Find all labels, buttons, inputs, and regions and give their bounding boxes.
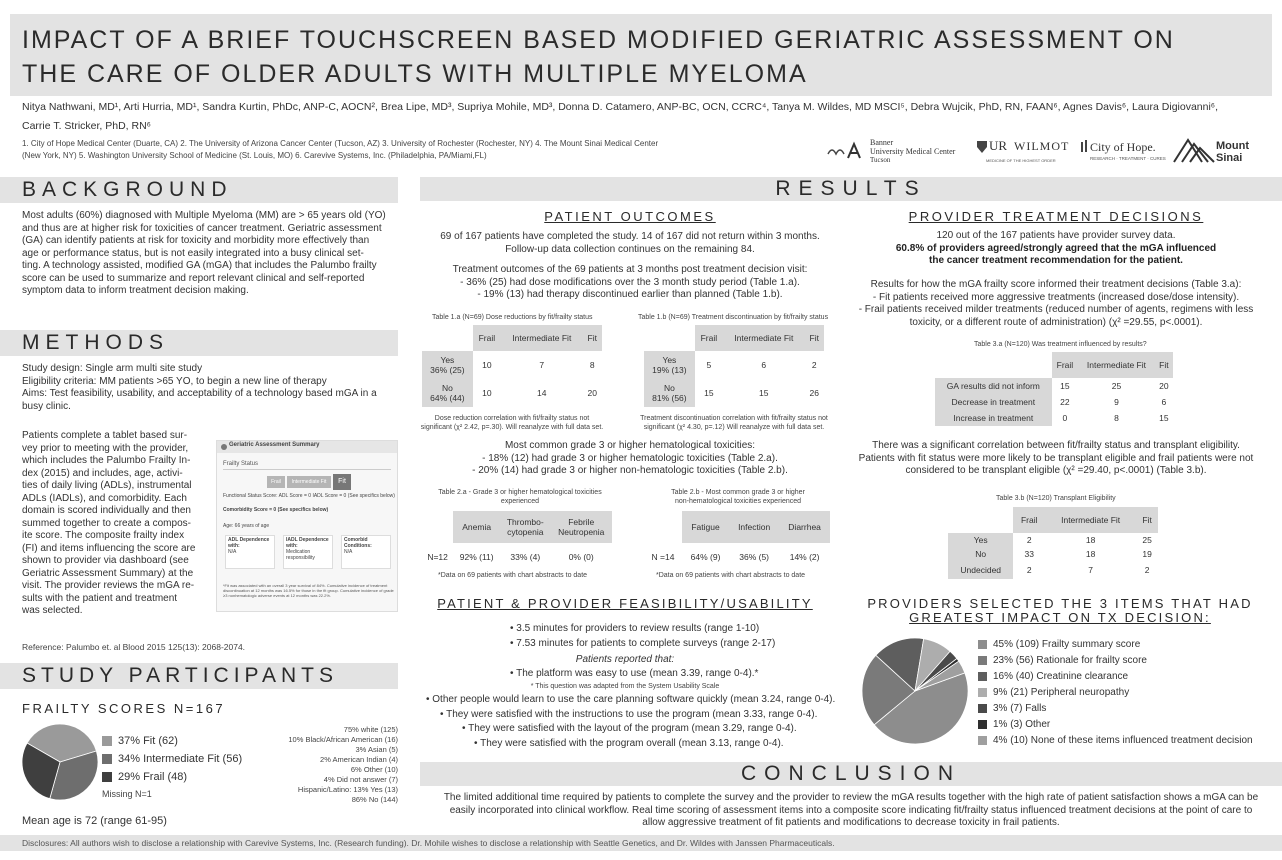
table-col-header: Frail [473, 325, 501, 351]
table-cell: 20 [587, 388, 598, 398]
table-cell: 18 [1085, 549, 1096, 559]
methods-body-line: (FI) and items influencing the score are [22, 542, 196, 554]
frailty-legend-item [102, 768, 242, 786]
provider-line: 120 out of the 167 patients have provider survey data. [936, 230, 1176, 241]
methods-body-line: ties of daily living (ADLs), instrumental [22, 480, 192, 491]
tx-legend-swatch [978, 672, 987, 681]
methods-top-text [22, 363, 398, 413]
tx-legend-label: 3% (7) Falls [993, 702, 1047, 714]
ga-adl-col [225, 535, 275, 569]
table-cell: 15 [759, 388, 769, 398]
background-line: Most adults (60%) diagnosed with Multiple Myeloma (MM) are > 65 years old (YO) [22, 210, 386, 221]
table-cell: 2 [1026, 535, 1032, 545]
toxicity-line: Most common grade 3 or higher hematological toxicities: [504, 440, 756, 451]
table-note-line: Treatment discontinuation correlation with fit/frailty status not [640, 415, 828, 422]
patients-reported: Patients reported that: [575, 654, 675, 665]
table-1a-caption: Table 1.a (N=69) Dose reductions by fit/frailty status [432, 314, 593, 321]
background-line: score can be used to summarize and report relevant clinical and self-reported [22, 272, 365, 284]
table-row [935, 394, 1173, 410]
methods-body-line: vey prior to meeting with the provider, [22, 442, 189, 454]
poster-title-line1: IMPACT OF A BRIEF TOUCHSCREEN BASED MODIFIED GERIATRIC ASSESSMENT ON [22, 26, 1175, 54]
provider-decisions-results [842, 279, 1270, 329]
conclusion-line: The limited additional time required by patients to complete the survey and the provider to review the mGA results together with the high rate of patient satisfaction shows a mGA can be [443, 792, 1259, 803]
tx-legend-label: 16% (40) Creatinine clearance [993, 670, 1129, 682]
table-cell: 26 [809, 388, 820, 398]
table-row-label: No 64% (44) [422, 379, 473, 407]
feasibility-heading: PATIENT & PROVIDER FEASIBILITY/USABILITY [437, 596, 813, 611]
conclusion-line: easily incorporated into clinical workflow. Real time scoring of assessment items into a composite score indicating fit/frailty status influenced treatment decisions at the point of care to [449, 804, 1253, 816]
ur-logo-text-a: UR [989, 138, 1008, 153]
ga-fit-button[interactable]: Fit [333, 474, 351, 490]
transplant-line: There was a significant correlation between fit/frailty status and transplant eligibility. [872, 440, 1240, 451]
feasibility-bullet: • The platform was easy to use (mean 3.39, range 0-4).* [510, 668, 759, 679]
poster-title-line2: THE CARE OF OLDER ADULTS WITH MULTIPLE MYELOMA [22, 60, 808, 88]
disclosures-text: Disclosures: All authors wish to disclose a relationship with Carevive Systems, Inc. (Research funding). Dr. Mohile wishes to disclose a relationship with Seattle Genetics, and Dr. Wildes with Janssen Pharmaceuticals. [22, 838, 835, 848]
ms-logo-text-a: Mount [1216, 140, 1249, 152]
outcomes-line: - 36% (25) had dose modifications over the 3 month study period (Table 1.a). [460, 276, 800, 288]
table-header-row [422, 325, 602, 351]
table-row-label: Yes [948, 533, 1013, 547]
table-row-label: N =14 [644, 543, 682, 571]
transplant-line: considered to be transplant eligible (χ² =29.40, p<.0001) (Table 3.b). [905, 465, 1207, 476]
table-row-label: N=12 [422, 543, 453, 571]
mount-sinai-logo [1172, 136, 1256, 166]
tx-impact-legend [978, 636, 1253, 748]
table-header-row [948, 507, 1158, 533]
table-cell: 15 [704, 388, 714, 398]
ga-summary-title: Geriatric Assessment Summary [229, 442, 320, 448]
feasibility-bullets-2 [426, 694, 838, 750]
banner-logo-text-c: Tucson [870, 156, 891, 164]
authors-line2: Carrie T. Stricker, PhD, RN⁶ [22, 120, 151, 132]
table-col-header: Intermediate Fit [501, 325, 583, 351]
methods-line: Study design: Single arm multi site study [22, 363, 203, 374]
outcomes-line: 69 of 167 patients have completed the study. 14 of 167 did not return within 3 months. [440, 231, 820, 242]
table-cell: 6 [761, 360, 767, 370]
sus-footnote: * This question was adapted from the System Usability Scale [530, 683, 720, 690]
table-cell: 2 [1144, 565, 1150, 575]
tx-legend-item [978, 716, 1253, 732]
table-cell: 36% (5) [739, 552, 770, 562]
table-col-header: Intermediate Fit [723, 325, 805, 351]
table-col-header: Intermediate Fit [1078, 352, 1155, 378]
table-row [422, 379, 602, 407]
provider-decisions-intro [842, 230, 1270, 268]
conclusion-text [420, 792, 1282, 830]
table-caption-line: Table 2.b - Most common grade 3 or higher [671, 489, 805, 496]
background-line: symptom data to inform treatment decision making. [22, 285, 249, 296]
table-cell: 8 [1114, 413, 1119, 423]
table-col-header: Frail [1013, 507, 1045, 533]
tx-impact-pie-chart [860, 636, 970, 746]
ur-logo-text-b: WILMOT [1014, 139, 1070, 153]
table-note-line: Dose reduction correlation with fit/frailty status not [434, 415, 590, 422]
city-of-hope-logo [1080, 140, 1164, 166]
table-cell: 33 [1024, 549, 1034, 559]
banner-logo [826, 138, 966, 166]
tx-legend-item [978, 684, 1253, 700]
mount-sinai-mountain-icon [1172, 136, 1216, 164]
frailty-legend-label: 34% Intermediate Fit (56) [118, 753, 243, 765]
methods-body-line: summed together to create a compos- [22, 517, 191, 529]
table-row-label: No 81% (56) [644, 379, 695, 407]
table-cell: 25 [1142, 535, 1152, 545]
tx-legend-item [978, 732, 1253, 748]
providers-selected-heading-1: PROVIDERS SELECTED THE 3 ITEMS THAT HAD [867, 596, 1253, 611]
affiliations-line2: (New York, NY) 5. Washington University School of Medicine (St. Louis, MO) 6. Carevive Systems, Inc. (Philadelphia, PA/Miami,FL) [22, 151, 487, 160]
ur-logo-text-c: MEDICINE OF THE HIGHEST ORDER [986, 158, 1056, 163]
ga-frailty-status-line [223, 469, 391, 470]
table-col-header: Febrile Neutropenia [550, 511, 612, 543]
patient-outcomes-heading: PATIENT OUTCOMES [544, 209, 716, 224]
methods-body-line: Patients complete a tablet based sur- [22, 430, 188, 441]
methods-body-line: sults with the patient and treatment [22, 592, 178, 604]
feasibility-bullet: • They were satisfied with the program overall (mean 3.13, range 0-4). [474, 737, 784, 749]
ga-functional-score: Functional Status Score: ADL Score = 0 IADL Score = 0 (See specifics below) [223, 493, 395, 499]
tx-legend-label: 1% (3) Other [993, 718, 1051, 730]
feasibility-bullet-easy [510, 668, 830, 681]
table-col-header: Fit [583, 325, 602, 351]
frailty-legend-item [102, 732, 242, 750]
table-row [644, 351, 824, 379]
table-cell: 18 [1085, 535, 1096, 545]
table-2b-caption [640, 489, 836, 506]
table-3b [948, 507, 1158, 579]
methods-line: Aims: Test feasibility, usability, and acceptability of a technology based mGA in a [22, 388, 377, 399]
background-text [22, 210, 398, 298]
methods-body-line: shown to provider via dashboard (see [22, 555, 189, 566]
frailty-legend-label: 37% Fit (62) [118, 735, 178, 747]
table-cell: 7 [539, 360, 545, 370]
background-line: (GA) can identify patients at risk for toxicity and morbidity more effectively than [22, 235, 370, 246]
table-cell: 10 [482, 388, 492, 398]
table-1a-note [414, 415, 610, 432]
city-of-hope-mark-icon [1080, 140, 1090, 154]
table-cell: 33% (4) [510, 552, 541, 562]
methods-line: Eligibility criteria: MM patients >65 YO, to begin a new line of therapy [22, 375, 327, 387]
background-line: age or performance status, but is not easily integrated into a busy clinical set- [22, 247, 364, 259]
table-cell: 25 [1111, 381, 1122, 391]
table-row-label: Undecided [948, 561, 1013, 579]
table-cell: 14 [537, 388, 547, 398]
table-col-header: Frail [1052, 352, 1079, 378]
demographic-line: 6% Other (10) [350, 765, 398, 774]
table-col-header: Fit [805, 325, 824, 351]
tx-legend-swatch [978, 704, 987, 713]
provider-line: - Frail patients received milder treatments (reduced number of agents, regimens with less [858, 304, 1254, 315]
table-col-header: Thrombo- cytopenia [500, 511, 550, 543]
table-3a [935, 352, 1173, 426]
table-1b [644, 325, 824, 407]
ga-comorbid-col [341, 535, 391, 569]
tx-legend-item [978, 668, 1253, 684]
table-2b [644, 511, 830, 571]
background-line: ting. A technology assisted, modified GA (mGA) that includes the Palumbo frailty [22, 260, 377, 271]
table-header-row [644, 325, 824, 351]
table-row [948, 547, 1158, 561]
demographic-line: 2% American Indian (4) [320, 755, 398, 764]
feasibility-bullet: • 7.53 minutes for patients to complete surveys (range 2-17) [510, 637, 776, 649]
table-col-header: Fatigue [682, 511, 729, 543]
table-cell: 15 [1060, 381, 1070, 391]
provider-line: - Fit patients received more aggressive treatments (increased dose/dose intensity). [872, 291, 1240, 303]
tx-legend-swatch [978, 688, 987, 697]
banner-mark-icon [826, 140, 866, 160]
ur-shield-icon [976, 140, 988, 154]
table-cell: 6 [1161, 397, 1167, 407]
ga-intermediate-button[interactable]: Intermediate Fit [287, 476, 331, 488]
table-col-header: Anemia [453, 511, 500, 543]
table-cell: 7 [1088, 565, 1094, 575]
banner-logo-text-b: University Medical Center [870, 147, 956, 156]
table-row-label: Decrease in treatment [935, 394, 1052, 410]
outcomes-line: Treatment outcomes of the 69 patients at 3 months post treatment decision visit: [452, 264, 808, 275]
frailty-scores-heading: FRAILTY SCORES N=167 [22, 701, 226, 716]
table-row-label: Yes 19% (13) [644, 351, 695, 379]
table-row [935, 378, 1173, 394]
methods-body-line: which includes the Palumbo Frailty In- [22, 455, 191, 466]
demographic-line: Hispanic/Latino: 13% Yes (13) [297, 785, 398, 794]
tx-legend-label: 9% (21) Peripheral neuropathy [993, 686, 1130, 698]
patient-outcomes-treatment [420, 264, 840, 302]
tx-legend-swatch [978, 640, 987, 649]
table-row [948, 533, 1158, 547]
table-col-header: Intermediate Fit [1045, 507, 1136, 533]
table-row-label: Increase in treatment [935, 410, 1052, 426]
providers-selected-heading-2: GREATEST IMPACT ON TX DECISION: [909, 610, 1211, 625]
demographic-line: 10% Black/African American (16) [288, 735, 398, 744]
tx-legend-swatch [978, 720, 987, 729]
table-header-row [422, 511, 612, 543]
ga-comorbid-value: N/A [344, 549, 353, 555]
table-cell: 19 [1142, 549, 1152, 559]
frailty-pie-chart [20, 722, 100, 802]
frailty-legend [102, 732, 242, 786]
participants-heading: STUDY PARTICIPANTS [22, 664, 338, 687]
ga-comorbid-heading: Comorbid Conditions: [344, 537, 372, 549]
background-heading: BACKGROUND [22, 178, 233, 201]
table-col-header: Diarrhea [779, 511, 830, 543]
demographic-line: 4% Did not answer (7) [323, 775, 398, 784]
table-cell: 92% (11) [459, 552, 494, 562]
table-row-label: GA results did not inform [935, 378, 1052, 394]
tx-legend-label: 23% (56) Rationale for frailty score [993, 654, 1147, 666]
table-row [948, 561, 1158, 579]
table-cell: 10 [482, 360, 492, 370]
coh-logo-text-a: City of Hope. [1090, 140, 1156, 154]
results-heading: RESULTS [775, 177, 927, 200]
provider-bold-line: the cancer treatment recommendation for the patient. [929, 255, 1183, 266]
table-row [935, 410, 1173, 426]
conclusion-heading: CONCLUSION [740, 762, 962, 785]
table-header-row [935, 352, 1173, 378]
outcomes-line: - 19% (13) had therapy discontinued earlier than planned (Table 1.b). [477, 289, 783, 300]
demographic-line: 75% white (125) [343, 725, 398, 734]
tx-legend-label: 4% (10) None of these items influenced treatment decision [993, 734, 1253, 746]
table-2a-caption [422, 489, 618, 506]
feasibility-bullet: • They were satisfied with the layout of the program (mean 3.29, range 0-4). [462, 723, 797, 734]
table-cell: 8 [589, 360, 595, 370]
banner-logo-text-a: Banner [870, 138, 894, 147]
outcomes-line: Follow-up data collection continues on the remaining 84. [505, 243, 755, 255]
frailty-missing: Missing N=1 [102, 789, 152, 799]
patient-outcomes-intro [420, 231, 840, 256]
ur-wilmot-logo [976, 138, 1072, 166]
ga-adl-value: N/A [228, 549, 237, 555]
provider-line: toxicity, or a different route of administration) (χ² =29.55, p<.0001). [909, 316, 1203, 328]
ga-comorbidity-score: Comorbidity Score = 0 (See specifics below) [223, 507, 329, 513]
demographic-line: 86% No (144) [351, 795, 398, 804]
table-col-header: Fit [1136, 507, 1158, 533]
table-caption-line: experienced [500, 497, 540, 505]
methods-body-line: Geriatric Assessment Summary) at the [22, 567, 194, 579]
ga-iadl-value: Medication responsibility [286, 549, 315, 561]
table-row-label: No [948, 547, 1013, 561]
tx-legend-label: 45% (109) Frailty summary score [993, 638, 1141, 650]
toxicities-text [420, 440, 840, 478]
table-note-line: significant (χ² 4.30, p=.12) Will reanalyze with full data set. [643, 423, 825, 431]
table-1a [422, 325, 602, 407]
table-3a-caption: Table 3.a (N=120) Was treatment influenced by results? [974, 341, 1147, 348]
table-cell: 9 [1114, 397, 1119, 407]
table-cell: 20 [1159, 381, 1169, 391]
table-cell: 0% (0) [568, 552, 594, 562]
table-2a [422, 511, 612, 571]
methods-body-line: dex (2015) and includes, age, activi- [22, 467, 183, 479]
methods-reference: Reference: Palumbo et. al Blood 2015 125(13): 2068-2074. [22, 642, 246, 652]
table-note-line: significant (χ² 2.42, p=.30). Will reanalyze with full data set. [420, 423, 604, 431]
table-cell: 5 [706, 360, 712, 370]
frailty-swatch-intermediate [102, 754, 112, 764]
ga-age: Age: 66 years of age [223, 523, 270, 529]
mean-age: Mean age is 72 (range 61-95) [22, 815, 167, 827]
table-2b-note: *Data on 69 patients with chart abstracts to date [656, 572, 806, 579]
demographics-list [240, 725, 398, 805]
authors-line1: Nitya Nathwani, MD¹, Arti Hurria, MD¹, Sandra Kurtin, PhDc, ANP-C, AOCN², Brea Lipe, MD³, Supriya Mohile, MD³, Donna D. Catamero, ANP-BC, OCN, CCRC⁴, Tanya M. Wildes, MD MSCI⁵, Debra Wujcik, PhD, RN, FAAN⁶, Agnes Davis⁶, Laura Digiovanni⁶, [22, 101, 1219, 113]
ga-frail-button[interactable]: Frail [267, 476, 285, 488]
ga-iadl-heading: IADL Dependence with: [286, 537, 329, 549]
ga-adl-heading: ADL Dependence with: [228, 537, 270, 549]
tx-legend-item [978, 700, 1253, 716]
methods-body-line: was selected. [22, 605, 83, 616]
methods-body-line: ADLs (IADLs), and comorbidity. Each [22, 492, 187, 504]
table-2a-note: *Data on 69 patients with chart abstracts to date [438, 572, 588, 579]
table-caption-line: non-hematological toxicities experienced [674, 497, 802, 505]
coh-logo-text-b: RESEARCH · TREATMENT · CURES [1090, 156, 1166, 161]
tx-legend-item [978, 636, 1253, 652]
ga-summary-card [216, 440, 398, 612]
ga-iadl-col [283, 535, 333, 569]
table-cell: 2 [811, 360, 817, 370]
table-row [644, 543, 830, 571]
table-col-header: Infection [729, 511, 779, 543]
table-cell: 64% (9) [690, 552, 721, 562]
table-row [422, 543, 612, 571]
feasibility-bullet: • 3.5 minutes for providers to review results (range 1-10) [510, 623, 760, 634]
feasibility-bullet: • Other people would learn to use the care planning software quickly (mean 3.24, range 0-4). [426, 694, 836, 705]
methods-body-line: domain is scored individually and then [22, 505, 191, 516]
tx-legend-item [978, 652, 1253, 668]
frailty-swatch-frail [102, 772, 112, 782]
table-cell: 14% (2) [789, 552, 820, 562]
feasibility-bullet: • They were satisfied with the instructions to use the program (mean 3.33, range 0-4). [440, 708, 818, 720]
frailty-legend-label: 29% Frail (48) [118, 771, 188, 783]
table-col-header: Fit [1155, 352, 1173, 378]
toxicity-line: - 18% (12) had grade 3 or higher hematologic toxicities (Table 2.a). [482, 452, 778, 464]
background-line: and thus are at higher risk for toxicities of cancer treatment. Geriatric assessment [22, 222, 382, 234]
table-header-row [644, 511, 830, 543]
transplant-line: Patients with fit status were more likely to be transplant eligible and frail patients were not [858, 452, 1254, 464]
methods-heading: METHODS [22, 331, 169, 354]
ga-summary-icon [221, 444, 227, 450]
table-cell: 0 [1062, 413, 1068, 423]
transplant-text [842, 440, 1270, 478]
methods-body-text [22, 430, 212, 618]
frailty-swatch-fit [102, 736, 112, 746]
methods-line: busy clinic. [22, 400, 71, 412]
table-col-header: Frail [695, 325, 723, 351]
table-row [644, 379, 824, 407]
ms-logo-text-b: Sinai [1216, 152, 1243, 164]
frailty-legend-item [102, 750, 242, 768]
table-1b-caption: Table 1.b (N=69) Treatment discontinuation by fit/frailty status [638, 314, 829, 321]
provider-bold-line: 60.8% of providers agreed/strongly agreed that the mGA influenced [895, 242, 1217, 254]
provider-decisions-heading: PROVIDER TREATMENT DECISIONS [908, 209, 1204, 224]
table-cell: 2 [1026, 565, 1032, 575]
toxicity-line: - 20% (14) had grade 3 or higher non-hematologic toxicities (Table 2.b). [472, 465, 788, 476]
table-1b-note [634, 415, 834, 432]
feasibility-bullets [510, 623, 830, 650]
demographic-line: 3% Asian (5) [355, 745, 398, 754]
tx-legend-swatch [978, 656, 987, 665]
affiliations-line1: 1. City of Hope Medical Center (Duarte, CA) 2. The University of Arizona Cancer Center (Tucson, AZ) 3. University of Rochester (Rochester, NY) 4. The Mount Sinai Medical Center [22, 139, 659, 148]
tx-legend-swatch [978, 736, 987, 745]
table-row [422, 351, 602, 379]
table-row-label: Yes 36% (25) [422, 351, 473, 379]
ga-frailty-status-label: Frailty Status [223, 461, 259, 467]
table-caption-line: Table 2.a - Grade 3 or higher hematological toxicities [438, 489, 602, 496]
methods-body-line: ite score. The composite frailty index [22, 530, 185, 541]
ga-footnote: *Fit was associated with an overall 3 year survival of 84%. Cumulative incidence of treatment discontinuation at 12 months was 16.5% for those in the fit group. Cumulative incidence of grade ≥3 nonhematologic adverse events at 12 months was 22.2%. [223, 583, 394, 598]
provider-line: Results for how the mGA frailty score informed their treatment decisions (Table 3.a): [870, 279, 1242, 290]
table-3b-caption: Table 3.b (N=120) Transplant Eligibility [996, 495, 1116, 502]
table-cell: 22 [1060, 397, 1070, 407]
conclusion-line: allow aggressive treatment of fit patients and modifications to decrease toxicity in frail patients. [642, 817, 1060, 828]
table-cell: 15 [1159, 413, 1169, 423]
methods-body-line: visit. The provider reviews the mGA re- [22, 580, 195, 591]
